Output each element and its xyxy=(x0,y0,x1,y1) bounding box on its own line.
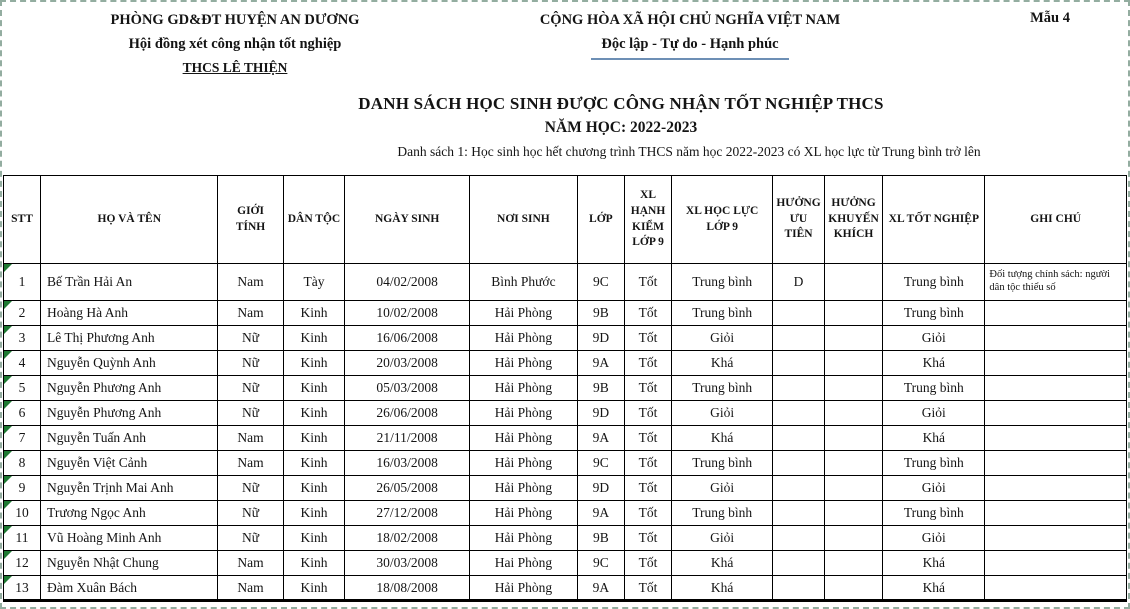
cell-gender: Nữ xyxy=(218,401,283,426)
cell-academic: Trung bình xyxy=(672,301,773,326)
cell-priority xyxy=(773,376,825,401)
org-parent-name: PHÒNG GD&ĐT HUYỆN AN DƯƠNG xyxy=(110,12,360,28)
student-row xyxy=(4,451,1127,476)
cell-gender: Nam xyxy=(218,264,283,301)
cell-birthplace: Hải Phòng xyxy=(470,526,578,551)
col-header-conduct: XL HẠNH KIỂM LỚP 9 xyxy=(624,176,671,264)
cell-graduation: Giỏi xyxy=(883,476,985,501)
student-row xyxy=(4,301,1127,326)
cell-academic: Giỏi xyxy=(672,526,773,551)
cell-conduct: Tốt xyxy=(624,451,671,476)
cell-ethnicity: Kinh xyxy=(283,476,345,501)
cell-stt: 5 xyxy=(4,376,41,401)
cell-stt: 11 xyxy=(4,526,41,551)
cell-class: 9C xyxy=(577,451,624,476)
cell-ethnicity: Kinh xyxy=(283,301,345,326)
cell-stt: 8 xyxy=(4,451,41,476)
cell-class: 9B xyxy=(577,376,624,401)
cell-academic: Trung bình xyxy=(672,264,773,301)
cell-birthplace: Hải Phòng xyxy=(470,501,578,526)
cell-birthdate: 18/02/2008 xyxy=(345,526,470,551)
cell-class: 9B xyxy=(577,301,624,326)
student-row xyxy=(4,476,1127,501)
cell-class: 9D xyxy=(577,476,624,501)
cell-birthdate: 04/02/2008 xyxy=(345,264,470,301)
cell-class: 9C xyxy=(577,551,624,576)
cell-conduct: Tốt xyxy=(624,326,671,351)
cell-priority xyxy=(773,451,825,476)
student-row xyxy=(4,426,1127,451)
cell-gender: Nữ xyxy=(218,526,283,551)
cell-priority xyxy=(773,476,825,501)
cell-birthdate: 05/03/2008 xyxy=(345,376,470,401)
cell-name: Lê Thị Phương Anh xyxy=(41,326,218,351)
col-header-incentive: HƯỞNG KHUYẾN KHÍCH xyxy=(824,176,882,264)
cell-academic: Khá xyxy=(672,426,773,451)
cell-academic: Trung bình xyxy=(672,501,773,526)
cell-birthdate: 26/06/2008 xyxy=(345,401,470,426)
cell-priority xyxy=(773,526,825,551)
cell-ethnicity: Kinh xyxy=(283,401,345,426)
cell-ethnicity: Kinh xyxy=(283,526,345,551)
cell-birthplace: Hải Phòng xyxy=(470,351,578,376)
cell-graduation: Trung bình xyxy=(883,501,985,526)
national-motto xyxy=(405,32,975,60)
cell-birthdate: 10/02/2008 xyxy=(345,301,470,326)
cell-birthdate: 27/12/2008 xyxy=(345,501,470,526)
cell-priority: D xyxy=(773,264,825,301)
cell-priority xyxy=(773,501,825,526)
cell-incentive xyxy=(824,526,882,551)
cell-priority xyxy=(773,301,825,326)
cell-name: Nguyễn Tuấn Anh xyxy=(41,426,218,451)
cell-class: 9C xyxy=(577,264,624,301)
col-header-ethnicity: DÂN TỘC xyxy=(283,176,345,264)
cell-birthdate: 26/05/2008 xyxy=(345,476,470,501)
cell-incentive xyxy=(824,426,882,451)
cell-conduct: Tốt xyxy=(624,476,671,501)
cell-birthdate: 20/03/2008 xyxy=(345,351,470,376)
cell-notes xyxy=(985,451,1127,476)
cell-birthplace: Hải Phòng xyxy=(470,576,578,601)
cell-academic: Khá xyxy=(672,351,773,376)
cell-incentive xyxy=(824,351,882,376)
col-header-birthplace: NƠI SINH xyxy=(470,176,578,264)
col-header-class: LỚP xyxy=(577,176,624,264)
table-body xyxy=(4,264,1127,601)
table-header xyxy=(4,176,1127,264)
cell-academic: Khá xyxy=(672,576,773,601)
col-header-academic: XL HỌC LỰC LỚP 9 xyxy=(672,176,773,264)
cell-ethnicity: Kinh xyxy=(283,451,345,476)
student-row xyxy=(4,551,1127,576)
cell-graduation: Trung bình xyxy=(883,376,985,401)
student-row xyxy=(4,576,1127,601)
cell-graduation: Trung bình xyxy=(883,301,985,326)
cell-graduation: Khá xyxy=(883,426,985,451)
cell-gender: Nữ xyxy=(218,351,283,376)
cell-academic: Trung bình xyxy=(672,376,773,401)
cell-notes xyxy=(985,426,1127,451)
cell-birthplace: Hải Phòng xyxy=(470,476,578,501)
cell-stt: 2 xyxy=(4,301,41,326)
cell-name: Nguyễn Phương Anh xyxy=(41,376,218,401)
cell-gender: Nam xyxy=(218,576,283,601)
cell-ethnicity: Tày xyxy=(283,264,345,301)
cell-name: Hoàng Hà Anh xyxy=(41,301,218,326)
issuing-org-block xyxy=(65,8,405,80)
cell-academic: Giỏi xyxy=(672,326,773,351)
cell-gender: Nữ xyxy=(218,376,283,401)
cell-ethnicity: Kinh xyxy=(283,501,345,526)
cell-stt: 9 xyxy=(4,476,41,501)
cell-conduct: Tốt xyxy=(624,264,671,301)
cell-academic: Giỏi xyxy=(672,401,773,426)
cell-notes xyxy=(985,351,1127,376)
cell-stt: 4 xyxy=(4,351,41,376)
cell-name: Nguyễn Nhật Chung xyxy=(41,551,218,576)
cell-notes xyxy=(985,401,1127,426)
cell-stt: 3 xyxy=(4,326,41,351)
cell-conduct: Tốt xyxy=(624,401,671,426)
cell-class: 9D xyxy=(577,326,624,351)
cell-stt: 13 xyxy=(4,576,41,601)
org-school-name: THCS LÊ THIỆN xyxy=(182,60,288,75)
col-header-name: HỌ VÀ TÊN xyxy=(41,176,218,264)
cell-ethnicity: Kinh xyxy=(283,426,345,451)
cell-priority xyxy=(773,426,825,451)
cell-birthplace: Hải Phòng xyxy=(470,451,578,476)
cell-stt: 7 xyxy=(4,426,41,451)
cell-ethnicity: Kinh xyxy=(283,351,345,376)
cell-priority xyxy=(773,351,825,376)
cell-gender: Nữ xyxy=(218,326,283,351)
cell-graduation: Giỏi xyxy=(883,401,985,426)
cell-gender: Nữ xyxy=(218,501,283,526)
cell-name: Trương Ngọc Anh xyxy=(41,501,218,526)
cell-name: Nguyễn Quỳnh Anh xyxy=(41,351,218,376)
cell-priority xyxy=(773,551,825,576)
cell-conduct: Tốt xyxy=(624,426,671,451)
student-row xyxy=(4,264,1127,301)
cell-stt: 1 xyxy=(4,264,41,301)
cell-birthplace: Hải Phòng xyxy=(470,376,578,401)
cell-birthplace: Hải Phòng xyxy=(470,326,578,351)
cell-class: 9A xyxy=(577,351,624,376)
cell-stt: 12 xyxy=(4,551,41,576)
student-row xyxy=(4,526,1127,551)
cell-incentive xyxy=(824,551,882,576)
cell-graduation: Trung bình xyxy=(883,264,985,301)
student-row xyxy=(4,401,1127,426)
col-header-priority: HƯỞNG ƯU TIÊN xyxy=(773,176,825,264)
cell-incentive xyxy=(824,264,882,301)
cell-birthdate: 30/03/2008 xyxy=(345,551,470,576)
student-row xyxy=(4,326,1127,351)
cell-ethnicity: Kinh xyxy=(283,326,345,351)
cell-incentive xyxy=(824,476,882,501)
cell-incentive xyxy=(824,326,882,351)
document-title: DANH SÁCH HỌC SINH ĐƯỢC CÔNG NHẬN TỐT NGHIỆP THCS xyxy=(358,94,884,113)
cell-name: Nguyễn Việt Cảnh xyxy=(41,451,218,476)
col-header-gender: GIỚI TÍNH xyxy=(218,176,283,264)
cell-incentive xyxy=(824,451,882,476)
student-row xyxy=(4,501,1127,526)
col-header-birthdate: NGÀY SINH xyxy=(345,176,470,264)
cell-incentive xyxy=(824,501,882,526)
motto-text: Độc lập - Tự do - Hạnh phúc xyxy=(591,32,788,60)
cell-class: 9A xyxy=(577,501,624,526)
cell-notes xyxy=(985,551,1127,576)
cell-academic: Giỏi xyxy=(672,476,773,501)
cell-birthplace: Hai Phòng xyxy=(470,551,578,576)
cell-gender: Nam xyxy=(218,426,283,451)
cell-graduation: Giỏi xyxy=(883,326,985,351)
student-row xyxy=(4,351,1127,376)
cell-conduct: Tốt xyxy=(624,576,671,601)
cell-priority xyxy=(773,326,825,351)
school-year: NĂM HỌC: 2022-2023 xyxy=(544,119,698,136)
header-row xyxy=(4,176,1127,264)
cell-birthplace: Hải Phòng xyxy=(470,401,578,426)
cell-ethnicity: Kinh xyxy=(283,576,345,601)
graduation-roster-table xyxy=(3,175,1127,602)
cell-priority xyxy=(773,401,825,426)
cell-name: Nguyễn Phương Anh xyxy=(41,401,218,426)
cell-conduct: Tốt xyxy=(624,301,671,326)
cell-birthdate: 18/08/2008 xyxy=(345,576,470,601)
cell-notes: Đối tượng chính sách: người dân tộc thiểu số xyxy=(985,264,1127,301)
cell-incentive xyxy=(824,376,882,401)
cell-graduation: Khá xyxy=(883,351,985,376)
cell-conduct: Tốt xyxy=(624,351,671,376)
cell-conduct: Tốt xyxy=(624,376,671,401)
cell-gender: Nam xyxy=(218,551,283,576)
cell-birthplace: Hải Phòng xyxy=(470,301,578,326)
cell-birthplace: Bình Phước xyxy=(470,264,578,301)
cell-gender: Nữ xyxy=(218,476,283,501)
cell-conduct: Tốt xyxy=(624,526,671,551)
list-description: Danh sách 1: Học sinh học hết chương trình THCS năm học 2022-2023 có XL học lực từ Trung bình trở lên xyxy=(397,144,981,159)
cell-birthdate: 16/06/2008 xyxy=(345,326,470,351)
document-header xyxy=(3,8,1125,80)
cell-class: 9A xyxy=(577,576,624,601)
cell-birthdate: 21/11/2008 xyxy=(345,426,470,451)
cell-gender: Nam xyxy=(218,451,283,476)
cell-academic: Khá xyxy=(672,551,773,576)
cell-gender: Nam xyxy=(218,301,283,326)
cell-stt: 6 xyxy=(4,401,41,426)
cell-notes xyxy=(985,326,1127,351)
student-row xyxy=(4,376,1127,401)
cell-name: Bế Trần Hải An xyxy=(41,264,218,301)
cell-conduct: Tốt xyxy=(624,551,671,576)
cell-notes xyxy=(985,301,1127,326)
col-header-graduation: XL TỐT NGHIỆP xyxy=(883,176,985,264)
cell-name: Đàm Xuân Bách xyxy=(41,576,218,601)
col-header-notes: GHI CHÚ xyxy=(985,176,1127,264)
cell-academic: Trung bình xyxy=(672,451,773,476)
cell-graduation: Khá xyxy=(883,551,985,576)
cell-graduation: Khá xyxy=(883,576,985,601)
cell-birthdate: 16/03/2008 xyxy=(345,451,470,476)
cell-notes xyxy=(985,501,1127,526)
cell-graduation: Giỏi xyxy=(883,526,985,551)
cell-incentive xyxy=(824,576,882,601)
cell-ethnicity: Kinh xyxy=(283,376,345,401)
national-header-block xyxy=(405,8,975,60)
cell-name: Vũ Hoàng Minh Anh xyxy=(41,526,218,551)
republic-title: CỘNG HÒA XÃ HỘI CHỦ NGHĨA VIỆT NAM xyxy=(539,12,841,28)
cell-priority xyxy=(773,576,825,601)
cell-class: 9D xyxy=(577,401,624,426)
cell-notes xyxy=(985,476,1127,501)
title-block xyxy=(3,94,1125,160)
cell-incentive xyxy=(824,301,882,326)
cell-notes xyxy=(985,576,1127,601)
col-header-stt: STT xyxy=(4,176,41,264)
cell-class: 9A xyxy=(577,426,624,451)
cell-name: Nguyễn Trịnh Mai Anh xyxy=(41,476,218,501)
cell-notes xyxy=(985,526,1127,551)
org-council-name: Hội đồng xét công nhận tốt nghiệp xyxy=(128,36,342,52)
cell-birthplace: Hải Phòng xyxy=(470,426,578,451)
cell-notes xyxy=(985,376,1127,401)
cell-incentive xyxy=(824,401,882,426)
cell-ethnicity: Kinh xyxy=(283,551,345,576)
cell-stt: 10 xyxy=(4,501,41,526)
cell-class: 9B xyxy=(577,526,624,551)
cell-conduct: Tốt xyxy=(624,501,671,526)
form-number-label: Mẫu 4 xyxy=(1030,10,1070,26)
cell-graduation: Trung bình xyxy=(883,451,985,476)
